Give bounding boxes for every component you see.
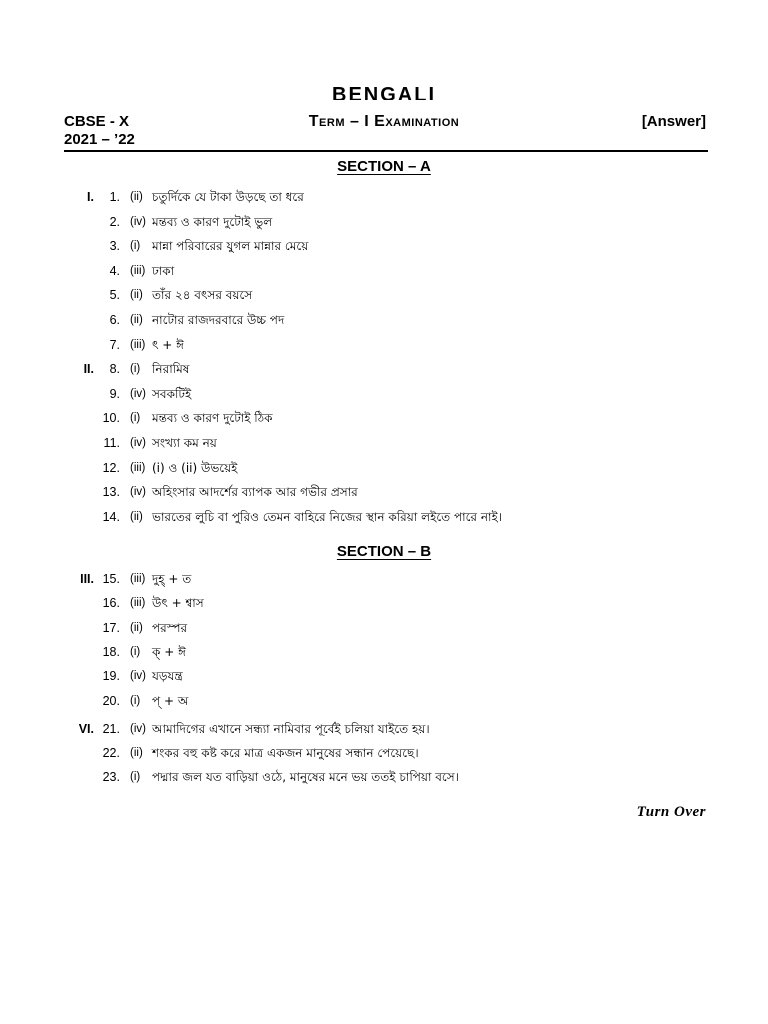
question-number: 22.	[102, 746, 120, 761]
answer-row	[0, 358, 768, 380]
question-number: 3.	[109, 239, 120, 254]
answer-text: চতুর্দিকে যে টাকা উড়ছে তা ধরে	[152, 190, 304, 204]
answer-option: (iv)	[130, 722, 146, 735]
answer-row	[0, 718, 768, 740]
answer-row	[0, 260, 768, 282]
answer-option: (iv)	[130, 437, 146, 449]
question-number: 1.	[109, 190, 120, 204]
answer-option: (i)	[130, 771, 141, 784]
answer-row	[0, 457, 768, 479]
answer-text: পরস্পর	[152, 620, 188, 635]
answer-option: (ii)	[130, 289, 143, 302]
question-number: 7.	[109, 337, 120, 352]
answer-option: (i)	[130, 645, 141, 658]
answer-option: (iii)	[130, 338, 146, 351]
answer-text: মন্তব্য ও কারণ দুটোই ঠিক	[152, 411, 273, 426]
answer-text: সংখ্যা কম নয়	[152, 436, 217, 450]
answer-text: উৎ + শ্বাস	[152, 596, 204, 611]
answer-text: পদ্মার জল যত বাড়িয়া ওঠে, মানুষের মনে ভয় ততই চাপিয়া বসে।	[152, 770, 459, 785]
answer-row	[0, 284, 768, 306]
answer-row	[0, 432, 768, 454]
board-label: CBSE - X	[64, 113, 130, 130]
question-number: 5.	[109, 288, 120, 303]
answer-row	[0, 568, 768, 590]
year-label: 2021 – ’22	[64, 131, 135, 148]
answer-text: মান্না পরিবারের যুগল মান্নার মেয়ে	[152, 239, 309, 254]
answer-text: ঢাকা	[152, 263, 175, 278]
answer-text: যড়যন্ত্র	[152, 669, 183, 684]
answer-row	[0, 592, 768, 614]
exam-label: Term – I Examination	[308, 113, 460, 130]
answer-tag: [Answer]	[641, 113, 706, 130]
answer-option: (ii)	[130, 747, 143, 760]
answer-row	[0, 186, 768, 208]
answer-text: ক্ + ঈ	[152, 644, 186, 659]
answer-row	[0, 665, 768, 687]
answer-text: দুহ্ + ত	[152, 572, 192, 586]
answer-option: (iii)	[130, 597, 146, 610]
answer-option: (iv)	[130, 670, 146, 683]
question-number: 17.	[102, 620, 120, 635]
question-group-label: VI.	[78, 721, 94, 736]
answer-option: (iii)	[130, 264, 146, 277]
question-number: 8.	[109, 362, 120, 377]
answer-row	[0, 309, 768, 331]
question-number: 23.	[102, 770, 120, 785]
answer-option: (ii)	[130, 314, 143, 326]
question-number: 16.	[102, 596, 120, 611]
answer-text: আমাদিগের এখানে সন্ধ্যা নামিবার পূর্বেই চলিয়া যাইতে হয়।	[152, 721, 430, 736]
answer-text: অহিংসার আদর্শের ব্যাপক আর গভীর প্রসার	[152, 485, 358, 500]
question-number: 13.	[102, 485, 120, 500]
answer-option: (ii)	[130, 191, 143, 203]
answer-text: মন্তব্য ও কারণ দুটোই ভুল	[152, 214, 273, 229]
answer-option: (iv)	[130, 486, 146, 499]
question-number: 18.	[102, 644, 120, 659]
turn-over-label: Turn Over	[636, 804, 706, 820]
answer-option: (iv)	[130, 215, 146, 228]
answer-option: (i)	[130, 412, 141, 425]
answer-row	[0, 766, 768, 788]
question-number: 14.	[102, 509, 120, 524]
question-number: 21.	[102, 721, 120, 736]
answer-option: (i)	[130, 694, 141, 707]
answer-option: (iii)	[130, 573, 146, 585]
answer-option: (iii)	[130, 461, 146, 474]
question-number: 12.	[102, 460, 120, 475]
question-number: 11.	[103, 436, 120, 450]
answer-row	[0, 211, 768, 233]
answer-row	[0, 641, 768, 663]
answer-row	[0, 407, 768, 429]
answer-text: নাটোর রাজদরবারে উচ্চ পদ	[152, 313, 285, 327]
header-rule	[64, 150, 708, 152]
answer-row	[0, 617, 768, 639]
question-number: 10.	[102, 411, 120, 426]
answer-row	[0, 690, 768, 712]
answer-option: (iv)	[130, 387, 146, 400]
question-number: 20.	[102, 693, 120, 708]
answer-text: নিরামিষ	[152, 362, 190, 377]
answer-row	[0, 235, 768, 257]
answer-row	[0, 481, 768, 503]
page-title: BENGALI	[332, 84, 436, 100]
question-number: 15.	[102, 572, 120, 586]
answer-option: (ii)	[130, 510, 143, 523]
answer-row	[0, 742, 768, 764]
question-number: 9.	[109, 386, 120, 401]
section-b-heading: SECTION – B	[336, 543, 432, 560]
answer-row	[0, 506, 768, 528]
question-number: 19.	[102, 669, 120, 684]
answer-text: ৎ + ঈ	[152, 337, 184, 352]
question-group-label: III.	[80, 572, 94, 586]
answer-text: (i) ও (ii) উভয়েই	[152, 460, 238, 475]
answer-text: সবকটিই	[152, 386, 192, 401]
answer-text: শংকর বহু কষ্ট করে মাত্র একজন মানুষের সন্ধান পেয়েছে।	[152, 746, 419, 761]
answer-row	[0, 383, 768, 405]
question-number: 2.	[109, 214, 120, 229]
question-group-label: I.	[87, 190, 94, 204]
question-group-label: II.	[83, 362, 94, 377]
answer-text: তাঁর ২৪ বৎসর বয়সে	[152, 288, 253, 303]
section-a-heading: SECTION – A	[337, 158, 431, 175]
answer-text: ভারতের লুচি বা পুরিও তেমন বাহিরে নিজের স্থান করিয়া লইতে পারে নাই।	[152, 509, 502, 524]
question-number: 6.	[109, 313, 120, 327]
question-number: 4.	[109, 263, 120, 278]
answer-option: (i)	[130, 363, 141, 376]
answer-text: প্ + অ	[152, 693, 189, 708]
answer-option: (i)	[130, 240, 141, 253]
answer-option: (ii)	[130, 621, 143, 634]
answer-row	[0, 334, 768, 356]
